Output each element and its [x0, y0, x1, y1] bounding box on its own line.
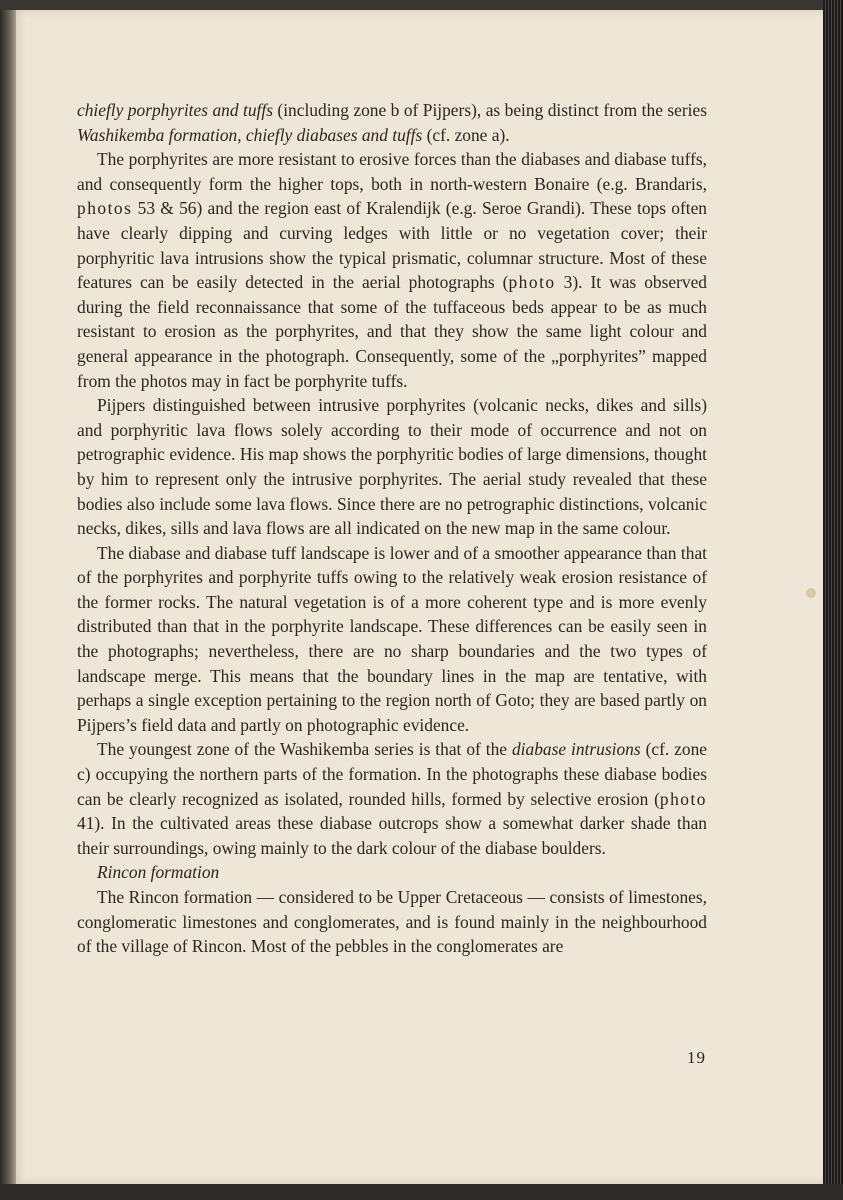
paragraph-2: The porphyrites are more resistant to erosive forces than the diabases and diabase tuffs, and consequently form the higher tops, both in north-western Bonaire (e.g. Brandaris, photos 53 & 56) and the region east of Kralendijk (e.g. Seroe Grandi). These tops often have clearly dipping and curving ledges with little or no vegetation cover; their porphyritic lava intrusions show the typical prismatic, columnar structure. Most of these features can be easily detected in the aerial photographs (photo 3). It was observed during the field reconnaissance that some of the tuffaceous beds appear to be as much resistant to erosion as the porphyrites, and that they show the same light colour and general appearance in the photograph. Consequently, some of the „porphyrites” mapped from the photos may in fact be porphyrite tuffs. [77, 149, 708, 391]
italic-term: Washikemba formation, chiefly diabases and tuffs [77, 124, 423, 145]
photo-reference: photos [77, 198, 133, 219]
section-heading: Rincon formation [97, 862, 220, 883]
page-bottom-edge [0, 1184, 843, 1200]
paragraph-6: The Rincon formation — considered to be Upper Cretaceous — consists of limestones, conglomeratic limestones and conglomerates, and is found mainly in the neighbourhood of the village of Rincon. Most of the pebbles in the conglomerates are [77, 887, 707, 957]
paragraph-5: The youngest zone of the Washikemba series is that of the diabase intrusions (cf. zone c) occupying the northern parts of the formation. In the photographs these diabase bodies can be clearly recognized as isolated, rounded hills, formed by selective erosion (photo 41). In the cultivated areas these diabase outcrops show a somewhat darker shade than their surroundings, owing mainly to the dark colour of the diabase boulders. [77, 739, 707, 858]
book-gutter [0, 10, 16, 1200]
paper-stain [806, 588, 816, 598]
photo-reference: photo [659, 788, 707, 809]
italic-term: diabase intrusions [511, 739, 641, 760]
page-number: 19 [687, 1048, 706, 1067]
photo-reference: photo [508, 272, 556, 293]
paragraph-4: The diabase and diabase tuff landscape is lower and of a smoother appearance than that of the porphyrites and porphyrite tuffs owing to the relatively weak erosion resistance of the former rocks. The natural vegetation is of a more coherent type and is more evenly distributed than that in the porphyrite landscape. These differences can be easily seen in the photographs; nevertheless, there are no sharp boundaries and the two types of landscape merge. This means that the boundary lines in the map are tentative, with perhaps a single exception pertaining to the region north of Goto; they are based partly on Pijpers’s field data and partly on photographic evidence. [77, 542, 707, 735]
body-text [77, 98, 707, 959]
paragraph-1: chiefly porphyrites and tuffs (including zone b of Pijpers), as being distinct from the series Washikemba formation, chiefly diabases and tuffs (cf. zone a). [77, 100, 707, 145]
paragraph-3: Pijpers distinguished between intrusive porphyrites (volcanic necks, dikes and sills) and porphyritic lava flows solely according to their mode of occurrence and not on petrographic evidence. His map shows the porphyritic bodies of large dimensions, thought by him to represent only the intrusive porphyrites. The aerial study revealed that these bodies also include some lava flows. Since there are no petrographic distinctions, volcanic necks, dikes, sills and lava flows are all indicated on the new map in the same colour. [77, 395, 707, 539]
page-stack-edge [823, 0, 843, 1200]
italic-term: chiefly porphyrites and tuffs [77, 100, 273, 120]
